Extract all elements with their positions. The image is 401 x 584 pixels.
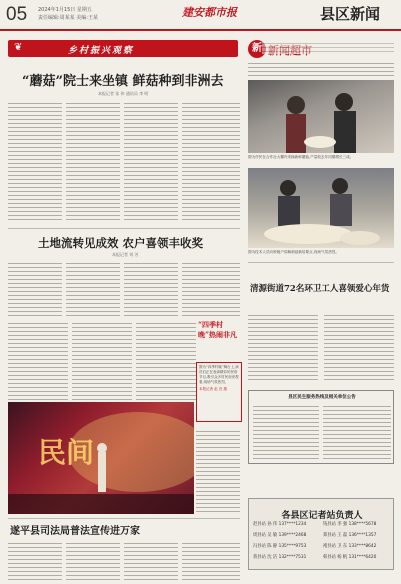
contact-list (253, 521, 391, 567)
editor-line: 责任编辑:周某某 美编:王某 (38, 15, 98, 21)
right-story-col-2 (324, 312, 394, 382)
mushroom-photo-1 (248, 80, 394, 153)
contact-box (248, 498, 394, 570)
bottom-divider (8, 518, 240, 519)
top-byline: 本报记者 张 伟 通讯员 李 明 (98, 91, 149, 96)
svg-text:民间: 民间 (38, 436, 95, 469)
right-story-col-1 (248, 312, 318, 382)
contact-box-title: 各县区记者站负责人 (281, 511, 363, 521)
page-number: 05 (6, 4, 28, 25)
right-intro-text (262, 40, 394, 54)
mid-story-col-4 (182, 260, 240, 316)
masthead (0, 0, 401, 40)
notice-box (248, 390, 394, 464)
photo1-caption: 图为村民在合作社大棚内采摘新鲜蘑菇,产量较去年同期增长三成。 (248, 155, 354, 159)
contact-item: 郑县站 王 磊 136****1357 (323, 533, 377, 538)
contact-item: 钱县站 李 强 138****5678 (323, 522, 377, 527)
contact-item: 冯县站 陈 静 135****9753 (253, 544, 307, 549)
section-title: 县区新闻 (320, 5, 381, 23)
bottom-story-col-4 (182, 540, 240, 580)
top-headline: “蘑菇”院士来坐镇 鲜菇种到非洲去 (22, 74, 224, 89)
feature-caption-box: 图为“四季村晚”舞台上,演员们正在表演精彩的民俗节目,吸引众多村民前来观看,现场气氛热烈。 本报记者 赵 亮 摄 (196, 362, 242, 422)
photo2-caption: 图为技术人员向种植户讲解菌菇栽培要点,现场气氛热烈。 (248, 250, 339, 254)
feature-bottom-text (196, 428, 240, 514)
mid-story-col-2 (66, 260, 120, 316)
stage-performance-photo (8, 402, 194, 514)
feature-quote: “四季村晚”热闹非凡 (198, 320, 238, 339)
right-story-headline: 清源街道72名环卫工人喜领爱心年货 (250, 284, 390, 294)
notice-text-1 (253, 403, 319, 461)
section-band (8, 40, 238, 57)
band-label: 乡村振兴观察 (68, 46, 135, 56)
mid-story-col-3 (124, 260, 178, 316)
contact-item: 赵县站 孙 伟 137****1234 (253, 522, 307, 527)
leaf-icon: ❦ (14, 42, 23, 53)
paper-logo: 建安都市报 (182, 6, 237, 19)
photo1-art (248, 80, 394, 153)
top-story-col-1 (8, 100, 62, 222)
bottom-story-col-1 (8, 540, 62, 580)
contact-item: 褚县站 卫 东 133****8642 (323, 544, 377, 549)
feature-text-mid (72, 320, 132, 400)
top-story-col-3 (124, 100, 178, 222)
date-line: 2024年1月15日 星期五 (38, 7, 92, 13)
notice-text-2 (323, 403, 391, 461)
feature-text-right (136, 320, 196, 400)
bottom-story-col-3 (124, 540, 178, 580)
contact-item: 韩县站 杨 帆 131****6420 (323, 555, 377, 560)
news-icon: 新 (248, 40, 266, 58)
top-story-col-4 (182, 100, 240, 222)
mid-byline: 本报记者 刘 芳 (112, 252, 139, 257)
divider (8, 228, 240, 229)
bottom-headline: 遂平县司法局普法宣传进万家 (10, 526, 140, 537)
stage-photo-art (8, 402, 194, 514)
contact-item: 周县站 吴 敏 139****2468 (253, 533, 307, 538)
contact-item: 蒋县站 沈 洁 132****7531 (253, 555, 307, 560)
mid-headline: 土地流转见成效 农户喜领丰收奖 (38, 236, 204, 250)
right-divider (248, 262, 394, 263)
right-intro-text-2 (248, 60, 394, 76)
mid-story-col-1 (8, 260, 62, 316)
masthead-rule (0, 29, 401, 31)
bottom-story-col-2 (66, 540, 120, 580)
photo2-art (248, 168, 394, 248)
top-story-col-2 (66, 100, 120, 222)
feature-text-left (8, 320, 68, 400)
mushroom-photo-2 (248, 168, 394, 248)
notice-title: 县区民生服务热线及相关单位公告 (288, 395, 356, 400)
